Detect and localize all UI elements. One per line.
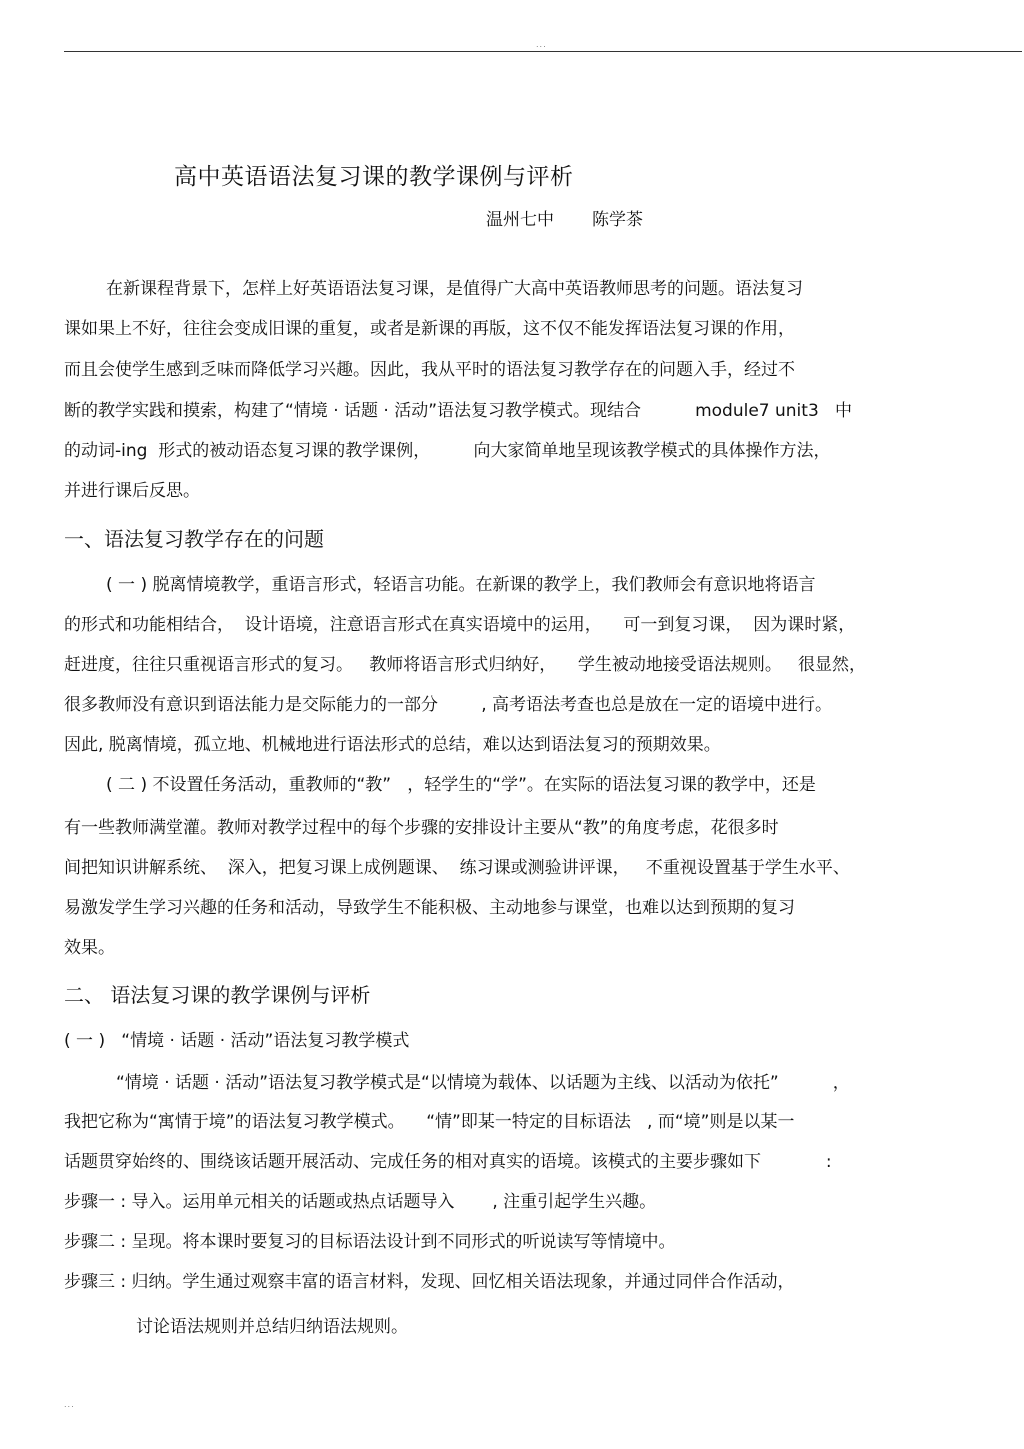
paragraph-line: 有一些教师满堂灌。教师对教学过程中的每个步骤的安排设计主要从“教”的角度考虑，花很多时 — [64, 818, 779, 838]
paragraph-line: 易激发学生学习兴趣的任务和活动，导致学生不能积极、主动地参与课堂，也难以达到预期的复习 — [64, 898, 795, 918]
step-line: 步骤一 : 导入。运用单元相关的话题或热点话题导入 , 注重引起学生兴趣。 — [64, 1192, 657, 1212]
paragraph-line: 我把它称为“寓情于境”的语法复习教学模式。 “情”即某一特定的目标语法 , 而“境”则是以某一 — [64, 1112, 795, 1132]
paragraph-line: 效果。 — [64, 938, 115, 958]
paragraph-line: 而且会使学生感到乏味而降低学习兴趣。因此，我从平时的语法复习教学存在的问题入手，经过不 — [64, 360, 795, 380]
header-dots: ... — [536, 40, 547, 49]
paragraph-line: “情境 · 话题 · 活动”语法复习教学模式是“以情境为载体、以话题为主线、以活动为依托” ， — [116, 1073, 850, 1093]
paragraph-line: 很多教师没有意识到语法能力是交际能力的一部分 , 高考语法考查也总是放在一定的语境中进行。 — [64, 695, 833, 715]
document-title: 高中英语语法复习课的教学课例与评析 — [174, 164, 574, 190]
step-line: 步骤二 : 呈现。将本课时要复习的目标语法设计到不同形式的听说读写等情境中。 — [64, 1232, 676, 1252]
paragraph-line: 并进行课后反思。 — [64, 481, 200, 501]
paragraph-line: 赶进度，往往只重视语言形式的复习。 教师将语言形式归纳好， 学生被动地接受语法规则。 很显然， — [64, 655, 867, 675]
paragraph-line: ( 二 ) 不设置任务活动，重教师的“教” ，轻学生的“学”。在实际的语法复习课的教学中，还是 — [106, 775, 816, 795]
header-rule — [64, 51, 1022, 52]
section-heading: 一、语法复习教学存在的问题 — [64, 527, 324, 551]
step-line: 步骤三 : 归纳。学生通过观察丰富的语言材料，发现、回忆相关语法现象，并通过同伴合作活动， — [64, 1272, 795, 1292]
subsection-heading: ( 一 ) “情境 · 话题 · 活动”语法复习教学模式 — [64, 1031, 410, 1051]
paragraph-line: ( 一 ) 脱离情境教学，重语言形式，轻语言功能。在新课的教学上，我们教师会有意识地将语言 — [106, 575, 816, 595]
section-heading: 二、 语法复习课的教学课例与评析 — [64, 983, 371, 1007]
paragraph-line: 在新课程背景下，怎样上好英语语法复习课，是值得广大高中英语教师思考的问题。语法复习 — [106, 279, 803, 299]
paragraph-line: 的动词-ing 形式的被动语态复习课的教学课例， 向大家简单地呈现该教学模式的具体操作方法， — [64, 441, 831, 461]
author-school: 温州七中 — [486, 210, 554, 230]
author-line — [486, 205, 643, 230]
paragraph-line: 因此, 脱离情境，孤立地、机械地进行语法形式的总结，难以达到语法复习的预期效果。 — [64, 735, 721, 755]
paragraph-line: 课如果上不好，往往会变成旧课的重复，或者是新课的再版，这不仅不能发挥语法复习课的作用， — [64, 319, 795, 339]
paragraph-line: 的形式和功能相结合， 设计语境，注意语言形式在真实语境中的运用， 可一到复习课， 因为课时紧， — [64, 615, 856, 635]
paragraph-line: 间把知识讲解系统、 深入，把复习课上成例题课、 练习课或测验讲评课， 不重视设置基于学生水平、 — [64, 858, 850, 878]
paragraph-line: 断的教学实践和摸索，构建了“情境 · 话题 · 活动”语法复习教学模式。现结合 module7 unit3 中 — [64, 401, 852, 421]
footer-dots: ... — [64, 1400, 75, 1409]
step-line: 讨论语法规则并总结归纳语法规则。 — [136, 1317, 408, 1337]
author-name: 陈学茶 — [592, 210, 643, 230]
paragraph-line: 话题贯穿始终的、围绕该话题开展活动、完成任务的相对真实的语境。该模式的主要步骤如下 : — [64, 1152, 832, 1172]
